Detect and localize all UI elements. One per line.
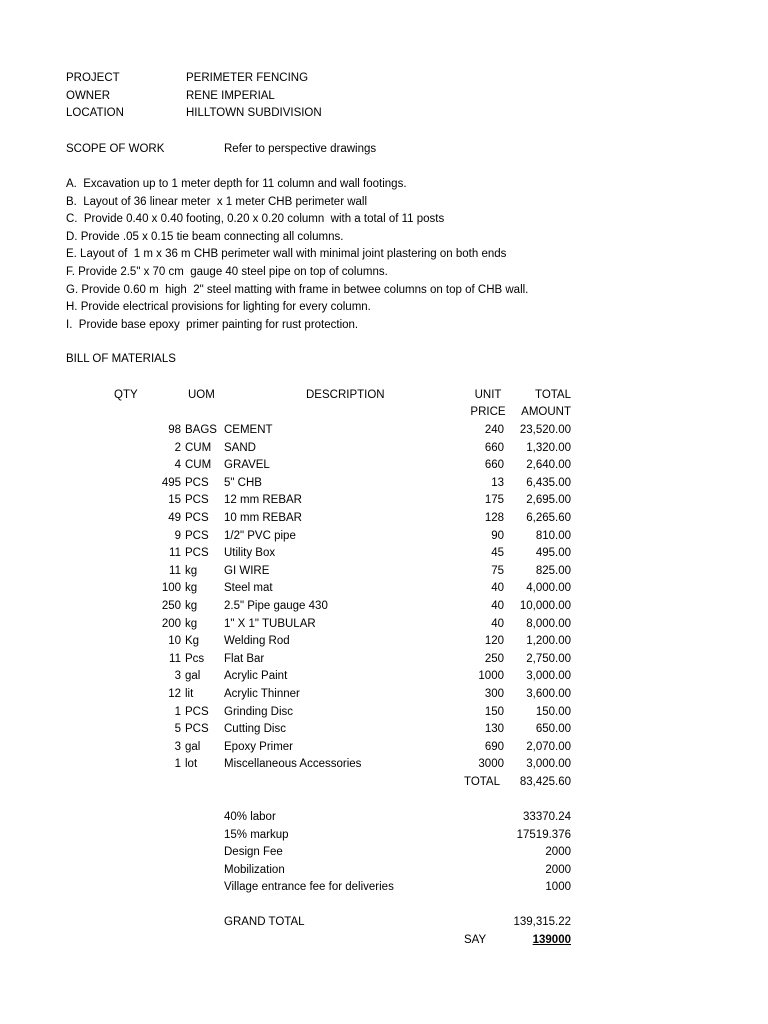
- row-unit-price: 300: [484, 688, 504, 700]
- grand-total-label: GRAND TOTAL: [224, 916, 305, 928]
- header-description: DESCRIPTION: [306, 389, 385, 401]
- row-description: Acrylic Paint: [224, 670, 288, 683]
- row-uom: BAGS: [185, 424, 217, 436]
- row-total: 2,750.00: [526, 652, 571, 665]
- extra-label: Design Fee: [224, 846, 283, 859]
- row-unit-price: 120: [484, 635, 504, 648]
- scope-item: F. Provide 2.5" x 70 cm gauge 40 steel pipe on top of columns.: [66, 266, 388, 278]
- row-uom: gal: [185, 740, 201, 753]
- extra-value: 17519.376: [516, 828, 571, 841]
- row-unit-price: 3000: [478, 758, 504, 771]
- row-unit-price: 690: [484, 740, 504, 753]
- header-unit-price-1: UNIT: [474, 389, 502, 401]
- row-description: 5" CHB: [224, 476, 262, 489]
- scope-item: G. Provide 0.60 m high 2" steel matting with frame in betwee columns on top of CHB wall.: [66, 283, 529, 296]
- row-description: Miscellaneous Accessories: [224, 758, 362, 771]
- row-unit-price: 660: [484, 441, 504, 454]
- row-total: 825.00: [535, 564, 571, 577]
- row-uom: lot: [185, 758, 198, 771]
- scope-item: E. Layout of 1 m x 36 m CHB perimeter wall with minimal joint plastering on both ends: [66, 248, 507, 261]
- header-unit-price-2: PRICE: [470, 406, 506, 418]
- row-description: SAND: [224, 441, 256, 454]
- row-total: 23,520.00: [519, 424, 571, 436]
- row-uom: PCS: [185, 547, 209, 560]
- row-description: Utility Box: [224, 547, 276, 560]
- row-description: GI WIRE: [224, 564, 270, 577]
- row-unit-price: 250: [484, 652, 504, 665]
- row-total: 4,000.00: [526, 582, 571, 595]
- row-qty: 200: [161, 617, 181, 630]
- extra-label: Mobilization: [224, 863, 285, 876]
- header-uom: UOM: [188, 389, 215, 401]
- extra-value: 2000: [545, 846, 571, 859]
- scope-item: H. Provide electrical provisions for lighting for every column.: [66, 301, 371, 314]
- bom-title: BILL OF MATERIALS: [66, 353, 176, 365]
- row-uom: kg: [185, 600, 198, 612]
- row-uom: PCS: [185, 512, 209, 524]
- row-total: 495.00: [535, 547, 571, 560]
- row-qty: 2: [174, 441, 181, 454]
- header-total-1: TOTAL: [535, 389, 571, 401]
- row-description: 10 mm REBAR: [224, 512, 302, 524]
- row-description: GRAVEL: [224, 459, 270, 472]
- row-description: Flat Bar: [224, 652, 265, 665]
- row-description: Welding Rod: [224, 635, 290, 648]
- extra-label: Village entrance fee for deliveries: [224, 881, 394, 894]
- row-qty: 11: [169, 652, 181, 665]
- row-qty: 12: [168, 688, 181, 700]
- project-label: PROJECT: [66, 72, 120, 84]
- row-total: 3,000.00: [526, 670, 571, 683]
- row-qty: 11: [169, 564, 181, 577]
- extra-value: 33370.24: [523, 811, 571, 823]
- bom-total-label: TOTAL: [464, 776, 500, 788]
- extra-label: 40% labor: [224, 811, 276, 823]
- row-uom: PCS: [185, 494, 209, 507]
- row-total: 150.00: [535, 705, 571, 718]
- row-uom: kg: [185, 582, 198, 595]
- row-unit-price: 150: [484, 705, 504, 718]
- row-qty: 1: [174, 705, 181, 718]
- location-value: HILLTOWN SUBDIVISION: [186, 107, 322, 119]
- row-unit-price: 40: [491, 582, 504, 595]
- row-qty: 250: [161, 600, 181, 612]
- row-unit-price: 240: [484, 424, 504, 436]
- row-description: Steel mat: [224, 582, 273, 595]
- row-qty: 15: [168, 494, 181, 507]
- row-qty: 1: [174, 758, 181, 771]
- row-description: Cutting Disc: [224, 723, 286, 736]
- row-unit-price: 75: [491, 564, 504, 577]
- extra-value: 1000: [545, 881, 571, 894]
- row-description: Acrylic Thinner: [224, 688, 300, 700]
- say-value: 139000: [532, 934, 571, 946]
- scope-label: SCOPE OF WORK: [66, 143, 165, 155]
- row-unit-price: 13: [491, 476, 504, 489]
- row-description: 2.5" Pipe gauge 430: [224, 600, 328, 612]
- row-uom: gal: [185, 670, 201, 683]
- row-total: 2,695.00: [526, 494, 571, 507]
- row-unit-price: 660: [484, 459, 504, 472]
- row-uom: Kg: [185, 635, 200, 648]
- row-uom: PCS: [185, 705, 209, 718]
- row-uom: lit: [185, 688, 194, 700]
- row-description: 1" X 1" TUBULAR: [224, 617, 316, 630]
- row-total: 3,000.00: [526, 758, 571, 771]
- row-description: CEMENT: [224, 424, 273, 436]
- scope-value: Refer to perspective drawings: [224, 143, 377, 155]
- say-label: SAY: [464, 934, 487, 946]
- row-qty: 98: [168, 424, 181, 436]
- row-total: 3,600.00: [526, 688, 571, 700]
- row-total: 810.00: [535, 529, 571, 542]
- row-unit-price: 175: [484, 494, 504, 507]
- row-total: 2,640.00: [526, 459, 571, 472]
- row-qty: 4: [174, 459, 181, 472]
- row-qty: 11: [169, 547, 181, 560]
- row-qty: 100: [161, 582, 181, 595]
- row-qty: 49: [168, 512, 181, 524]
- row-uom: PCS: [185, 529, 209, 542]
- row-description: 12 mm REBAR: [224, 494, 302, 507]
- owner-label: OWNER: [66, 90, 111, 102]
- row-total: 6,435.00: [526, 476, 571, 489]
- scope-item: C. Provide 0.40 x 0.40 footing, 0.20 x 0.20 column with a total of 11 posts: [66, 213, 445, 226]
- row-total: 1,200.00: [526, 635, 571, 648]
- grand-total-value: 139,315.22: [513, 916, 571, 928]
- row-unit-price: 45: [491, 547, 504, 560]
- row-uom: PCS: [185, 723, 209, 736]
- row-total: 650.00: [535, 723, 571, 736]
- row-uom: Pcs: [185, 652, 205, 665]
- row-uom: CUM: [185, 459, 212, 472]
- row-description: Grinding Disc: [224, 705, 294, 718]
- location-label: LOCATION: [66, 107, 124, 119]
- row-total: 10,000.00: [519, 600, 571, 612]
- row-uom: kg: [185, 617, 198, 630]
- row-qty: 5: [174, 723, 181, 736]
- row-unit-price: 1000: [478, 670, 504, 683]
- row-qty: 3: [174, 740, 181, 753]
- row-unit-price: 130: [484, 723, 504, 736]
- row-unit-price: 40: [491, 600, 504, 612]
- row-qty: 3: [174, 670, 181, 683]
- row-uom: PCS: [185, 476, 209, 489]
- project-value: PERIMETER FENCING: [186, 72, 309, 84]
- scope-item: I. Provide base epoxy primer painting for rust protection.: [66, 318, 359, 331]
- extra-value: 2000: [545, 863, 571, 876]
- row-unit-price: 128: [484, 512, 504, 524]
- row-unit-price: 90: [491, 529, 504, 542]
- row-qty: 9: [174, 529, 181, 542]
- row-qty: 10: [168, 635, 181, 648]
- row-uom: kg: [185, 564, 198, 577]
- scope-item: D. Provide .05 x 0.15 tie beam connecting all columns.: [66, 230, 344, 243]
- extra-label: 15% markup: [224, 828, 289, 841]
- row-uom: CUM: [185, 441, 212, 454]
- bom-total-value: 83,425.60: [519, 776, 571, 788]
- row-total: 8,000.00: [526, 617, 571, 630]
- row-total: 6,265.60: [526, 512, 571, 524]
- row-total: 1,320.00: [526, 441, 571, 454]
- row-description: 1/2" PVC pipe: [224, 529, 296, 542]
- owner-value: RENE IMPERIAL: [186, 90, 275, 102]
- row-total: 2,070.00: [526, 740, 571, 753]
- header-qty: QTY: [114, 389, 138, 401]
- scope-item: A. Excavation up to 1 meter depth for 11 column and wall footings.: [66, 178, 407, 190]
- row-qty: 495: [161, 476, 181, 489]
- header-total-2: AMOUNT: [521, 406, 571, 418]
- row-unit-price: 40: [491, 617, 504, 630]
- scope-item: B. Layout of 36 linear meter x 1 meter CHB perimeter wall: [66, 195, 368, 208]
- row-description: Epoxy Primer: [224, 740, 294, 753]
